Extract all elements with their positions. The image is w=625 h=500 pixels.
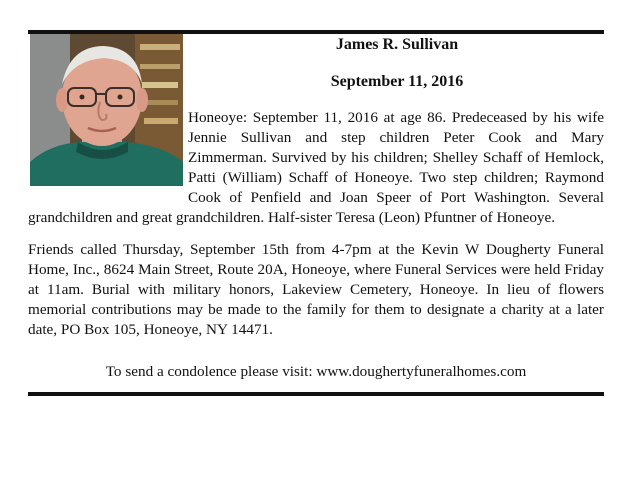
obituary-name: James R. Sullivan <box>335 36 459 53</box>
obituary-paragraph-1: Honeoye: September 11, 2016 at age 86. Predeceased by his wife Jennie Sullivan and step children Peter Cook and Mary Zimmerman. Survived by his children; Shelley Schaff of Hemlock, Patti (William) Schaff of Honeoye. Two step children; Raymond Cook of Penfield and Joan Speer of Port Washington. Several grandchildren and great grandchildren. Half-sister Teresa (Leon) Pfuntner of Honeoye. <box>28 109 604 226</box>
photo-wrap-spacer <box>28 108 188 190</box>
obituary-body <box>28 108 604 340</box>
obituary-paragraph-2: Friends called Thursday, September 15th from 4-7pm at the Kevin W Dougherty Funeral Home, Inc., 8624 Main Street, Route 20A, Honeoye, where Funeral Services were held Friday at 11am. Burial with military honors, Lakeview Cemetery, Honeoye. In lieu of flowers memorial contributions may be made to the family for them to designate a charity at a later date, PO Box 105, Honeoye, NY 14471. <box>28 241 604 338</box>
bottom-rule <box>28 392 604 396</box>
condolence-line: To send a condolence please visit: www.doughertyfuneralhomes.com <box>105 363 527 380</box>
obituary-date: September 11, 2016 <box>330 73 464 90</box>
